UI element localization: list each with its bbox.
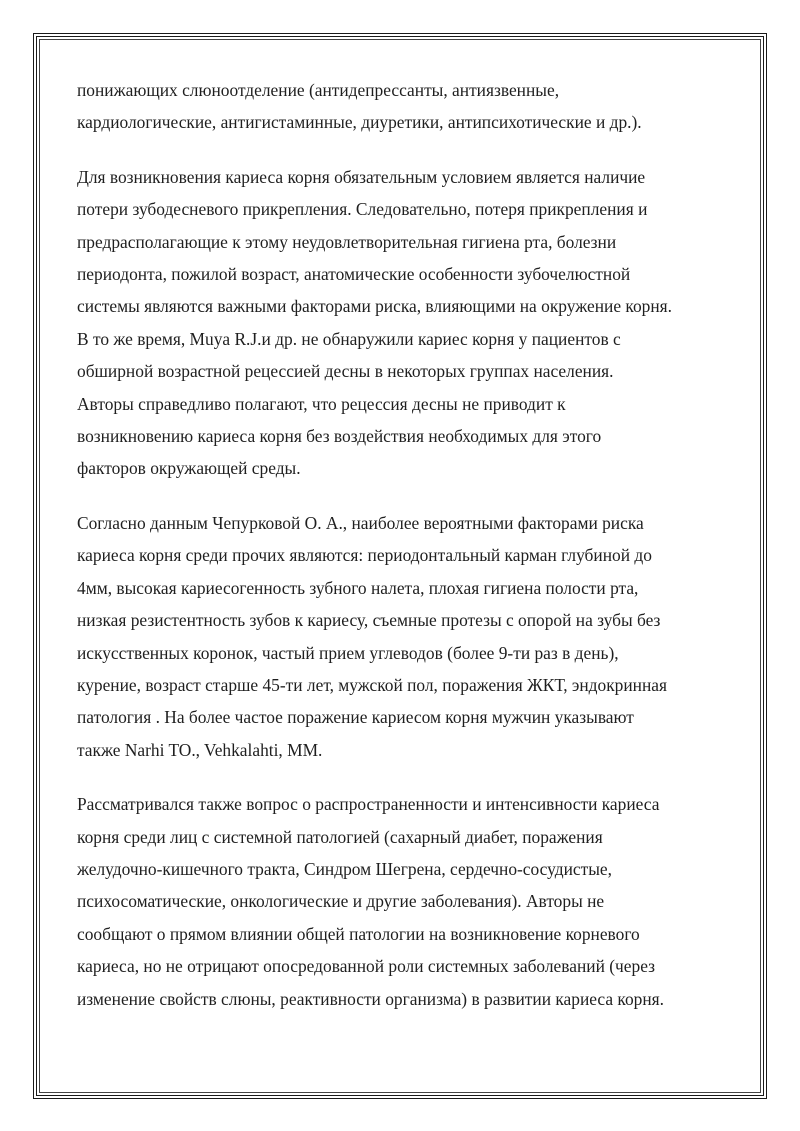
text-line: патология . На более частое поражение кариесом корня мужчин указывают <box>77 707 634 728</box>
text-line: курение, возраст старше 45-ти лет, мужской пол, поражения ЖКТ, эндокринная <box>77 674 667 695</box>
paragraph-1 <box>77 74 733 139</box>
text-line: периодонта, пожилой возраст, анатомические особенности зубочелюстной <box>77 264 631 285</box>
text-line: кариеса, но не отрицают опосредованной роли системных заболеваний (через <box>77 956 656 977</box>
paragraph-2 <box>77 161 733 485</box>
text-line: потери зубодесневого прикрепления. Следовательно, потеря прикрепления и <box>77 199 648 220</box>
text-line: Для возникновения кариеса корня обязательным условием является наличие <box>77 166 646 187</box>
text-line: обширной возрастной рецессией десны в некоторых группах населения. <box>77 361 614 382</box>
text-line: возникновению кариеса корня без воздействия необходимых для этого <box>77 426 602 447</box>
text-line: предрасполагающие к этому неудовлетворительная гигиена рта, болезни <box>77 231 617 252</box>
text-line: Авторы справедливо полагают, что рецессия десны не приводит к <box>77 393 566 414</box>
text-line: Согласно данным Чепурковой О. А., наиболее вероятными факторами риска <box>77 512 644 533</box>
text-line: Рассматривался также вопрос о распространенности и интенсивности кариеса <box>77 794 660 815</box>
text-line: системы являются важными факторами риска, влияющими на окружение корня. <box>77 296 672 317</box>
text-line: понижающих слюноотделение (антидепрессанты, антиязвенные, <box>77 80 560 100</box>
text-line: В то же время, Muya R.J.и др. не обнаружили кариес корня у пациентов с <box>77 328 621 349</box>
text-line: психосоматические, онкологические и другие заболевания). Авторы не <box>77 891 605 912</box>
document-body <box>77 74 733 1037</box>
paragraph-3 <box>77 507 733 766</box>
text-line: корня среди лиц с системной патологией (сахарный диабет, поражения <box>77 826 603 847</box>
text-line: сообщают о прямом влиянии общей патологии на возникновение корневого <box>77 923 640 944</box>
text-line: кариеса корня среди прочих являются: периодонтальный карман глубиной до <box>77 545 652 566</box>
text-line: 4мм, высокая кариесогенность зубного налета, плохая гигиена полости рта, <box>77 577 639 598</box>
text-line: изменение свойств слюны, реактивности организма) в развитии кариеса корня. <box>77 988 665 1009</box>
text-line: низкая резистентность зубов к кариесу, съемные протезы с опорой на зубы без <box>77 610 661 631</box>
text-line: желудочно-кишечного тракта, Синдром Шегрена, сердечно-сосудистые, <box>77 858 612 879</box>
text-line: искусственных коронок, частый прием углеводов (более 9-ти раз в день), <box>77 642 619 663</box>
text-line: кардиологические, антигистаминные, диуретики, антипсихотические и др.). <box>77 112 642 133</box>
text-line: также Narhi TO., Vehkalahti, MM. <box>77 739 323 760</box>
text-line: факторов окружающей среды. <box>77 458 301 479</box>
paragraph-4 <box>77 788 733 1015</box>
